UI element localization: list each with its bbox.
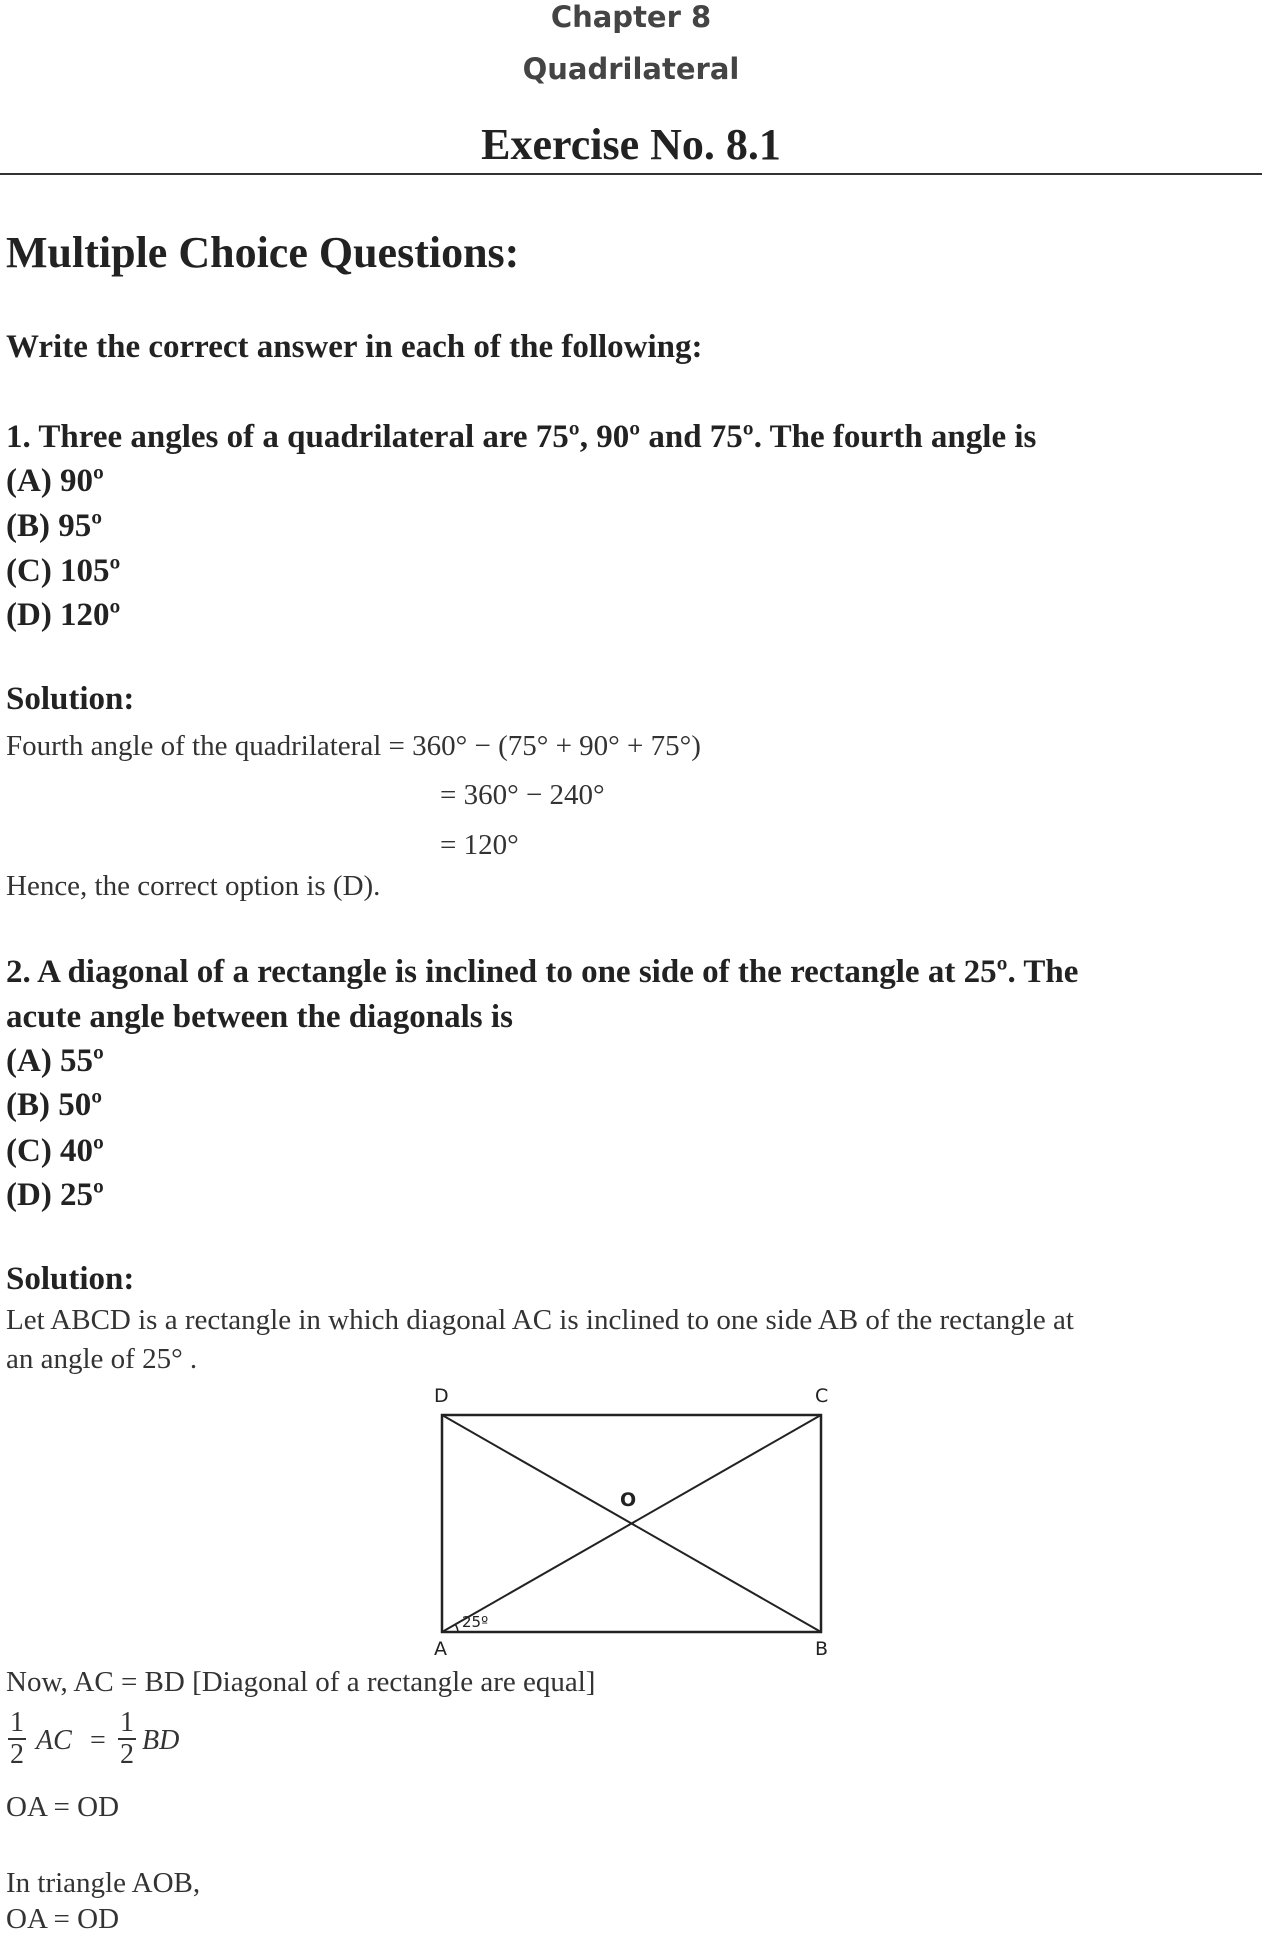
question-1: 1. Three angles of a quadrilateral are 75º, 90º and 75º. The fourth angle is xyxy=(6,419,1037,455)
center-label-o: O xyxy=(620,1489,637,1511)
option: (B) 95º xyxy=(6,508,103,544)
option: (A) 90º xyxy=(6,463,104,499)
solution-line: OA = OD xyxy=(6,1903,120,1933)
section-title: Multiple Choice Questions: xyxy=(6,228,520,277)
question-2: 2. A diagonal of a rectangle is inclined to one side of the rectangle at 25º. The xyxy=(6,954,1079,990)
term-ac: AC xyxy=(36,1725,72,1756)
solution-label: Solution: xyxy=(6,681,135,717)
option: (B) 50º xyxy=(6,1087,103,1123)
option: (D) 25º xyxy=(6,1177,104,1213)
vertex-label-d: D xyxy=(434,1385,449,1407)
solution-line: OA = OD xyxy=(6,1791,120,1823)
rectangle-figure xyxy=(420,1380,840,1665)
chapter-subject: Quadrilateral xyxy=(522,52,740,86)
solution-line: Hence, the correct option is (D). xyxy=(6,870,381,902)
numerator: 1 xyxy=(120,1707,134,1738)
solution-line: In triangle AOB, xyxy=(6,1867,201,1899)
angle-label: 25º xyxy=(462,1613,489,1631)
solution-line: = 360° − 240° xyxy=(440,779,605,811)
option: (D) 120º xyxy=(6,597,121,633)
solution-label: Solution: xyxy=(6,1261,135,1297)
option: (C) 40º xyxy=(6,1133,104,1169)
option: (C) 105º xyxy=(6,553,121,589)
equals: = xyxy=(90,1725,106,1756)
vertex-label-a: A xyxy=(434,1638,447,1660)
numerator: 1 xyxy=(10,1707,24,1738)
vertex-label-c: C xyxy=(815,1385,829,1407)
solution-line: Let ABCD is a rectangle in which diagonal AC is inclined to one side AB of the rectangle at xyxy=(6,1304,1074,1336)
solution-line: Now, AC = BD [Diagonal of a rectangle are equal] xyxy=(6,1666,596,1698)
vertex-label-b: B xyxy=(815,1638,829,1660)
instruction: Write the correct answer in each of the following: xyxy=(6,329,703,365)
fraction-half xyxy=(118,1708,136,1770)
chapter-label: Chapter 8 xyxy=(550,0,712,34)
exercise-title: Exercise No. 8.1 xyxy=(481,120,781,169)
solution-line: Fourth angle of the quadrilateral = 360° − (75° + 90° + 75°) xyxy=(6,730,701,762)
term-bd: BD xyxy=(142,1725,180,1756)
solution-line: = 120° xyxy=(440,829,519,861)
denominator: 2 xyxy=(120,1739,134,1770)
denominator: 2 xyxy=(10,1739,24,1770)
solution-line: an angle of 25° . xyxy=(6,1343,198,1375)
divider xyxy=(0,173,1262,175)
option: (A) 55º xyxy=(6,1043,104,1079)
question-2-cont: acute angle between the diagonals is xyxy=(6,999,513,1035)
fraction-half xyxy=(8,1708,26,1770)
